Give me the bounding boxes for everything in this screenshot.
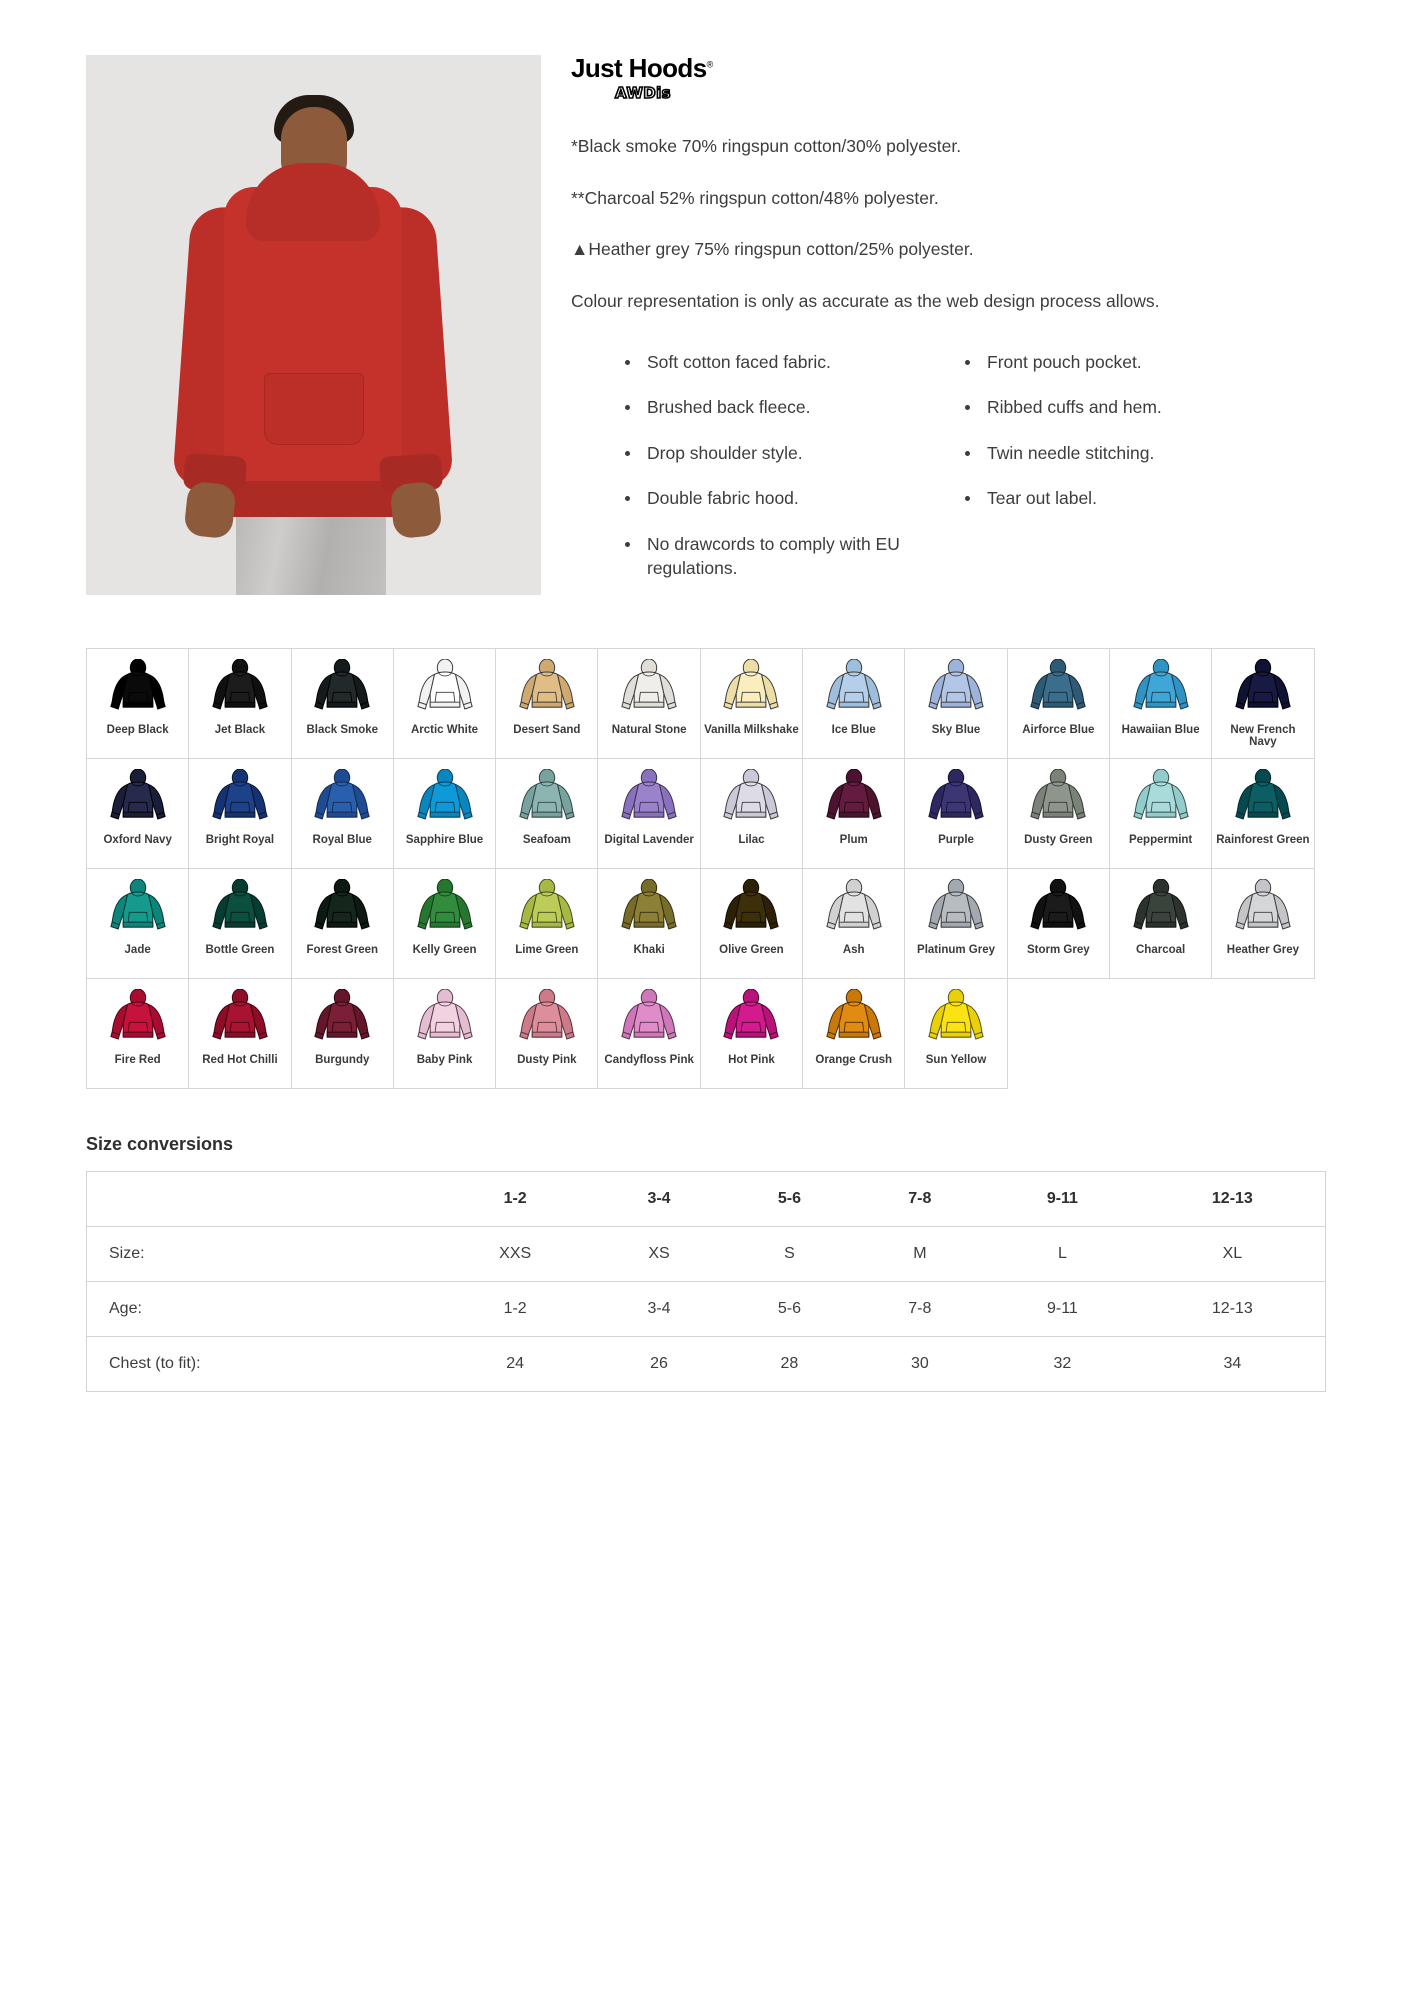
colour-swatch-deep-black[interactable] (86, 648, 189, 759)
feature-item: Front pouch pocket. (959, 350, 1259, 375)
hoodie-icon (925, 989, 987, 1047)
size-table-header-cell (87, 1171, 437, 1226)
feature-item: Soft cotton faced fabric. (619, 350, 959, 375)
size-table-header-cell: 1-2 (437, 1171, 594, 1226)
hoodie-pouch-pocket (264, 373, 364, 445)
colour-swatch-forest-green[interactable] (291, 868, 394, 979)
colour-swatch-label: Baby Pink (416, 1053, 473, 1066)
hoodie-icon (720, 879, 782, 937)
colour-swatch-label: Desert Sand (513, 723, 581, 736)
feature-item: Brushed back fleece. (619, 395, 959, 420)
colour-swatch-label: Ice Blue (831, 723, 876, 736)
colour-swatch-label: Arctic White (410, 723, 479, 736)
hoodie-icon (1130, 659, 1192, 717)
colour-swatch-desert-sand[interactable] (495, 648, 598, 759)
hoodie-icon (414, 769, 476, 827)
size-table-header-cell: 7-8 (855, 1171, 985, 1226)
size-table-header-cell: 12-13 (1140, 1171, 1326, 1226)
hoodie-icon (311, 769, 373, 827)
colour-swatch-burgundy[interactable] (291, 978, 394, 1089)
colour-swatch-label: Candyfloss Pink (604, 1053, 694, 1066)
hoodie-icon (209, 769, 271, 827)
colour-swatch-arctic-white[interactable] (393, 648, 496, 759)
colour-swatch-label: Khaki (633, 943, 665, 956)
feature-item: Tear out label. (959, 486, 1259, 511)
hoodie-icon (209, 989, 271, 1047)
model-hand-left (183, 481, 236, 540)
colour-swatch-platinum-grey[interactable] (904, 868, 1007, 979)
size-conversions-heading: Size conversions (86, 1133, 234, 1154)
hoodie-icon (414, 879, 476, 937)
hoodie-icon (516, 769, 578, 827)
size-table-head (87, 1171, 1326, 1226)
size-table-header-cell: 5-6 (724, 1171, 854, 1226)
colour-swatch-red-hot-chilli[interactable] (188, 978, 291, 1089)
colour-swatch-label: Sun Yellow (925, 1053, 987, 1066)
model-hand-right (389, 481, 442, 540)
size-cell: 28 (724, 1336, 854, 1391)
hoodie-icon (1232, 769, 1294, 827)
hoodie-icon (107, 769, 169, 827)
feature-item: No drawcords to comply with EU regulations. (619, 532, 959, 581)
hoodie-icon (823, 769, 885, 827)
colour-swatch-bottle-green[interactable] (188, 868, 291, 979)
colour-swatch-label: Sapphire Blue (405, 833, 484, 846)
colour-swatch-label: Orange Crush (815, 1053, 893, 1066)
colour-swatch-candyfloss-pink[interactable] (597, 978, 700, 1089)
size-table-body (87, 1226, 1326, 1391)
colour-swatch-label: Royal Blue (312, 833, 372, 846)
colour-swatch-dusty-pink[interactable] (495, 978, 598, 1089)
colour-swatch-row (86, 758, 1326, 868)
colour-swatch-label: Hawaiian Blue (1121, 723, 1200, 736)
colour-swatch-plum[interactable] (802, 758, 905, 869)
size-table-header-cell: 3-4 (594, 1171, 724, 1226)
colour-swatch-label: Purple (938, 833, 974, 846)
hoodie-icon (925, 769, 987, 827)
colour-swatch-label: Digital Lavender (604, 833, 694, 846)
colour-swatch-khaki[interactable] (597, 868, 700, 979)
colour-swatch-label: Fire Red (114, 1053, 161, 1066)
colour-swatch-heather-grey[interactable] (1211, 868, 1314, 979)
hoodie-icon (311, 989, 373, 1047)
colour-swatch-seafoam[interactable] (495, 758, 598, 869)
hoodie-icon (823, 989, 885, 1047)
size-cell: 32 (985, 1336, 1140, 1391)
colour-swatch-black-smoke[interactable] (291, 648, 394, 759)
hoodie-icon (823, 659, 885, 717)
fabric-note-charcoal: **Charcoal 52% ringspun cotton/48% polyester. (571, 187, 939, 208)
colour-swatch-lime-green[interactable] (495, 868, 598, 979)
size-row-label: Age: (87, 1281, 437, 1336)
size-cell: 3-4 (594, 1281, 724, 1336)
feature-column-right (959, 350, 1259, 602)
product-photo (86, 55, 541, 595)
colour-swatch-label: Burgundy (315, 1053, 370, 1066)
hoodie-icon (618, 659, 680, 717)
colour-swatch-label: Ash (842, 943, 865, 956)
hoodie-icon (1130, 769, 1192, 827)
colour-swatch-sky-blue[interactable] (904, 648, 1007, 759)
hoodie-icon (618, 769, 680, 827)
colour-swatch-hot-pink[interactable] (700, 978, 803, 1089)
hoodie-icon (618, 879, 680, 937)
size-cell: M (855, 1226, 985, 1281)
colour-swatch-label: Red Hot Chilli (202, 1053, 278, 1066)
colour-swatch-orange-crush[interactable] (802, 978, 905, 1089)
colour-swatch-airforce-blue[interactable] (1007, 648, 1110, 759)
hoodie-icon (107, 879, 169, 937)
colour-swatch-label: Bright Royal (205, 833, 275, 846)
hoodie-icon (311, 659, 373, 717)
size-cell: 26 (594, 1336, 724, 1391)
colour-swatch-sapphire-blue[interactable] (393, 758, 496, 869)
size-table-header-cell: 9-11 (985, 1171, 1140, 1226)
colour-swatch-new-french-navy[interactable] (1211, 648, 1314, 759)
colour-swatch-label: New French Navy (1230, 723, 1296, 749)
size-cell: S (724, 1226, 854, 1281)
hoodie-icon (516, 989, 578, 1047)
size-cell: 7-8 (855, 1281, 985, 1336)
colour-swatch-label: Lilac (738, 833, 765, 846)
colour-swatch-ice-blue[interactable] (802, 648, 905, 759)
hoodie-icon (720, 769, 782, 827)
colour-swatch-ash[interactable] (802, 868, 905, 979)
feature-lists (571, 350, 1344, 602)
hoodie-icon (1232, 879, 1294, 937)
table-row (87, 1336, 1326, 1391)
feature-item: Twin needle stitching. (959, 441, 1259, 466)
colour-swatch-label: Hot Pink (728, 1053, 775, 1066)
registered-trademark-icon: ® (706, 59, 713, 70)
feature-item: Drop shoulder style. (619, 441, 959, 466)
colour-swatch-label: Kelly Green (412, 943, 477, 956)
colour-swatch-kelly-green[interactable] (393, 868, 496, 979)
feature-list-right (959, 350, 1259, 511)
colour-swatch-digital-lavender[interactable] (597, 758, 700, 869)
colour-swatch-baby-pink[interactable] (393, 978, 496, 1089)
colour-swatch-label: Rainforest Green (1216, 833, 1310, 846)
colour-swatch-jet-black[interactable] (188, 648, 291, 759)
colour-swatch-label: Deep Black (106, 723, 169, 736)
hoodie-icon (311, 879, 373, 937)
colour-swatch-purple[interactable] (904, 758, 1007, 869)
colour-swatch-peppermint[interactable] (1109, 758, 1212, 869)
hoodie-icon (1027, 769, 1089, 827)
product-info-column (541, 55, 1344, 602)
colour-swatch-storm-grey[interactable] (1007, 868, 1110, 979)
feature-item: Double fabric hood. (619, 486, 959, 511)
colour-swatch-label: Airforce Blue (1022, 723, 1095, 736)
hoodie-hem (224, 481, 402, 517)
hoodie-icon (1232, 659, 1294, 717)
size-cell: 12-13 (1140, 1281, 1326, 1336)
hoodie-icon (1027, 879, 1089, 937)
colour-swatch-label: Heather Grey (1226, 943, 1300, 956)
feature-item: Ribbed cuffs and hem. (959, 395, 1259, 420)
size-cell: 34 (1140, 1336, 1326, 1391)
colour-swatch-vanilla-milkshake[interactable] (700, 648, 803, 759)
colour-swatch-label: Black Smoke (306, 723, 379, 736)
hoodie-icon (414, 659, 476, 717)
feature-list-left (619, 350, 959, 581)
colour-swatch-label: Sky Blue (931, 723, 981, 736)
colour-swatch-row (86, 868, 1326, 978)
hoodie-icon (720, 659, 782, 717)
colour-swatch-label: Jade (124, 943, 151, 956)
size-cell: 5-6 (724, 1281, 854, 1336)
colour-swatch-jade[interactable] (86, 868, 189, 979)
colour-swatch-hawaiian-blue[interactable] (1109, 648, 1212, 759)
size-cell: 9-11 (985, 1281, 1140, 1336)
table-row (87, 1226, 1326, 1281)
hoodie-icon (925, 659, 987, 717)
colour-swatch-label: Olive Green (719, 943, 784, 956)
colour-swatch-label: Plum (839, 833, 868, 846)
brand-logo (571, 55, 1344, 101)
colour-accuracy-note: Colour representation is only as accurate as the web design process allows. (571, 290, 1160, 311)
colour-swatch-grid (86, 648, 1326, 1088)
colour-swatch-label: Bottle Green (205, 943, 275, 956)
hoodie-icon (414, 989, 476, 1047)
size-cell: L (985, 1226, 1140, 1281)
colour-swatch-label: Seafoam (522, 833, 571, 846)
hoodie-icon (209, 879, 271, 937)
size-cell: XL (1140, 1226, 1326, 1281)
colour-swatch-natural-stone[interactable] (597, 648, 700, 759)
hoodie-icon (925, 879, 987, 937)
colour-swatch-label: Dusty Pink (517, 1053, 577, 1066)
feature-column-left (619, 350, 959, 602)
colour-swatch-charcoal[interactable] (1109, 868, 1212, 979)
size-cell: 24 (437, 1336, 594, 1391)
colour-swatch-label: Peppermint (1128, 833, 1193, 846)
colour-swatch-label: Natural Stone (611, 723, 687, 736)
hoodie-icon (1130, 879, 1192, 937)
hoodie-icon (107, 659, 169, 717)
hoodie-icon (516, 659, 578, 717)
colour-swatch-oxford-navy[interactable] (86, 758, 189, 869)
size-cell: 1-2 (437, 1281, 594, 1336)
colour-swatch-row (86, 978, 1326, 1088)
colour-swatch-label: Lime Green (515, 943, 579, 956)
hoodie-icon (209, 659, 271, 717)
colour-swatch-sun-yellow[interactable] (904, 978, 1007, 1089)
colour-swatch-label: Forest Green (306, 943, 379, 956)
colour-swatch-fire-red[interactable] (86, 978, 189, 1089)
colour-swatch-label: Vanilla Milkshake (704, 723, 799, 736)
size-table-header-row (87, 1171, 1326, 1226)
colour-swatch-royal-blue[interactable] (291, 758, 394, 869)
colour-swatch-label: Oxford Navy (103, 833, 172, 846)
colour-swatch-label: Charcoal (1136, 943, 1186, 956)
table-row (87, 1281, 1326, 1336)
hoodie-icon (720, 989, 782, 1047)
hoodie-icon (107, 989, 169, 1047)
colour-swatch-lilac[interactable] (700, 758, 803, 869)
hoodie-icon (618, 989, 680, 1047)
size-cell: XXS (437, 1226, 594, 1281)
colour-swatch-dusty-green[interactable] (1007, 758, 1110, 869)
hoodie-icon (823, 879, 885, 937)
product-header-section (0, 0, 1414, 602)
size-row-label: Chest (to fit): (87, 1336, 437, 1391)
colour-swatch-rainforest-green[interactable] (1211, 758, 1314, 869)
colour-swatch-label: Platinum Grey (917, 943, 995, 956)
hoodie-icon (516, 879, 578, 937)
colour-swatch-row (86, 648, 1326, 758)
size-cell: XS (594, 1226, 724, 1281)
size-cell: 30 (855, 1336, 985, 1391)
colour-swatch-olive-green[interactable] (700, 868, 803, 979)
size-row-label: Size: (87, 1226, 437, 1281)
brand-name-text: Just Hoods (571, 53, 707, 83)
brand-name (571, 55, 713, 81)
size-conversions-table (86, 1171, 1326, 1392)
colour-swatch-label: Storm Grey (1027, 943, 1090, 956)
colour-swatch-bright-royal[interactable] (188, 758, 291, 869)
fabric-note-black-smoke: *Black smoke 70% ringspun cotton/30% polyester. (571, 136, 962, 156)
colour-swatch-label: Jet Black (214, 723, 266, 736)
fabric-note-heather-grey: ▲Heather grey 75% ringspun cotton/25% polyester. (571, 239, 974, 260)
brand-sub-name: AWDis (614, 84, 671, 102)
hoodie-icon (1027, 659, 1089, 717)
colour-swatch-label: Dusty Green (1024, 833, 1093, 846)
